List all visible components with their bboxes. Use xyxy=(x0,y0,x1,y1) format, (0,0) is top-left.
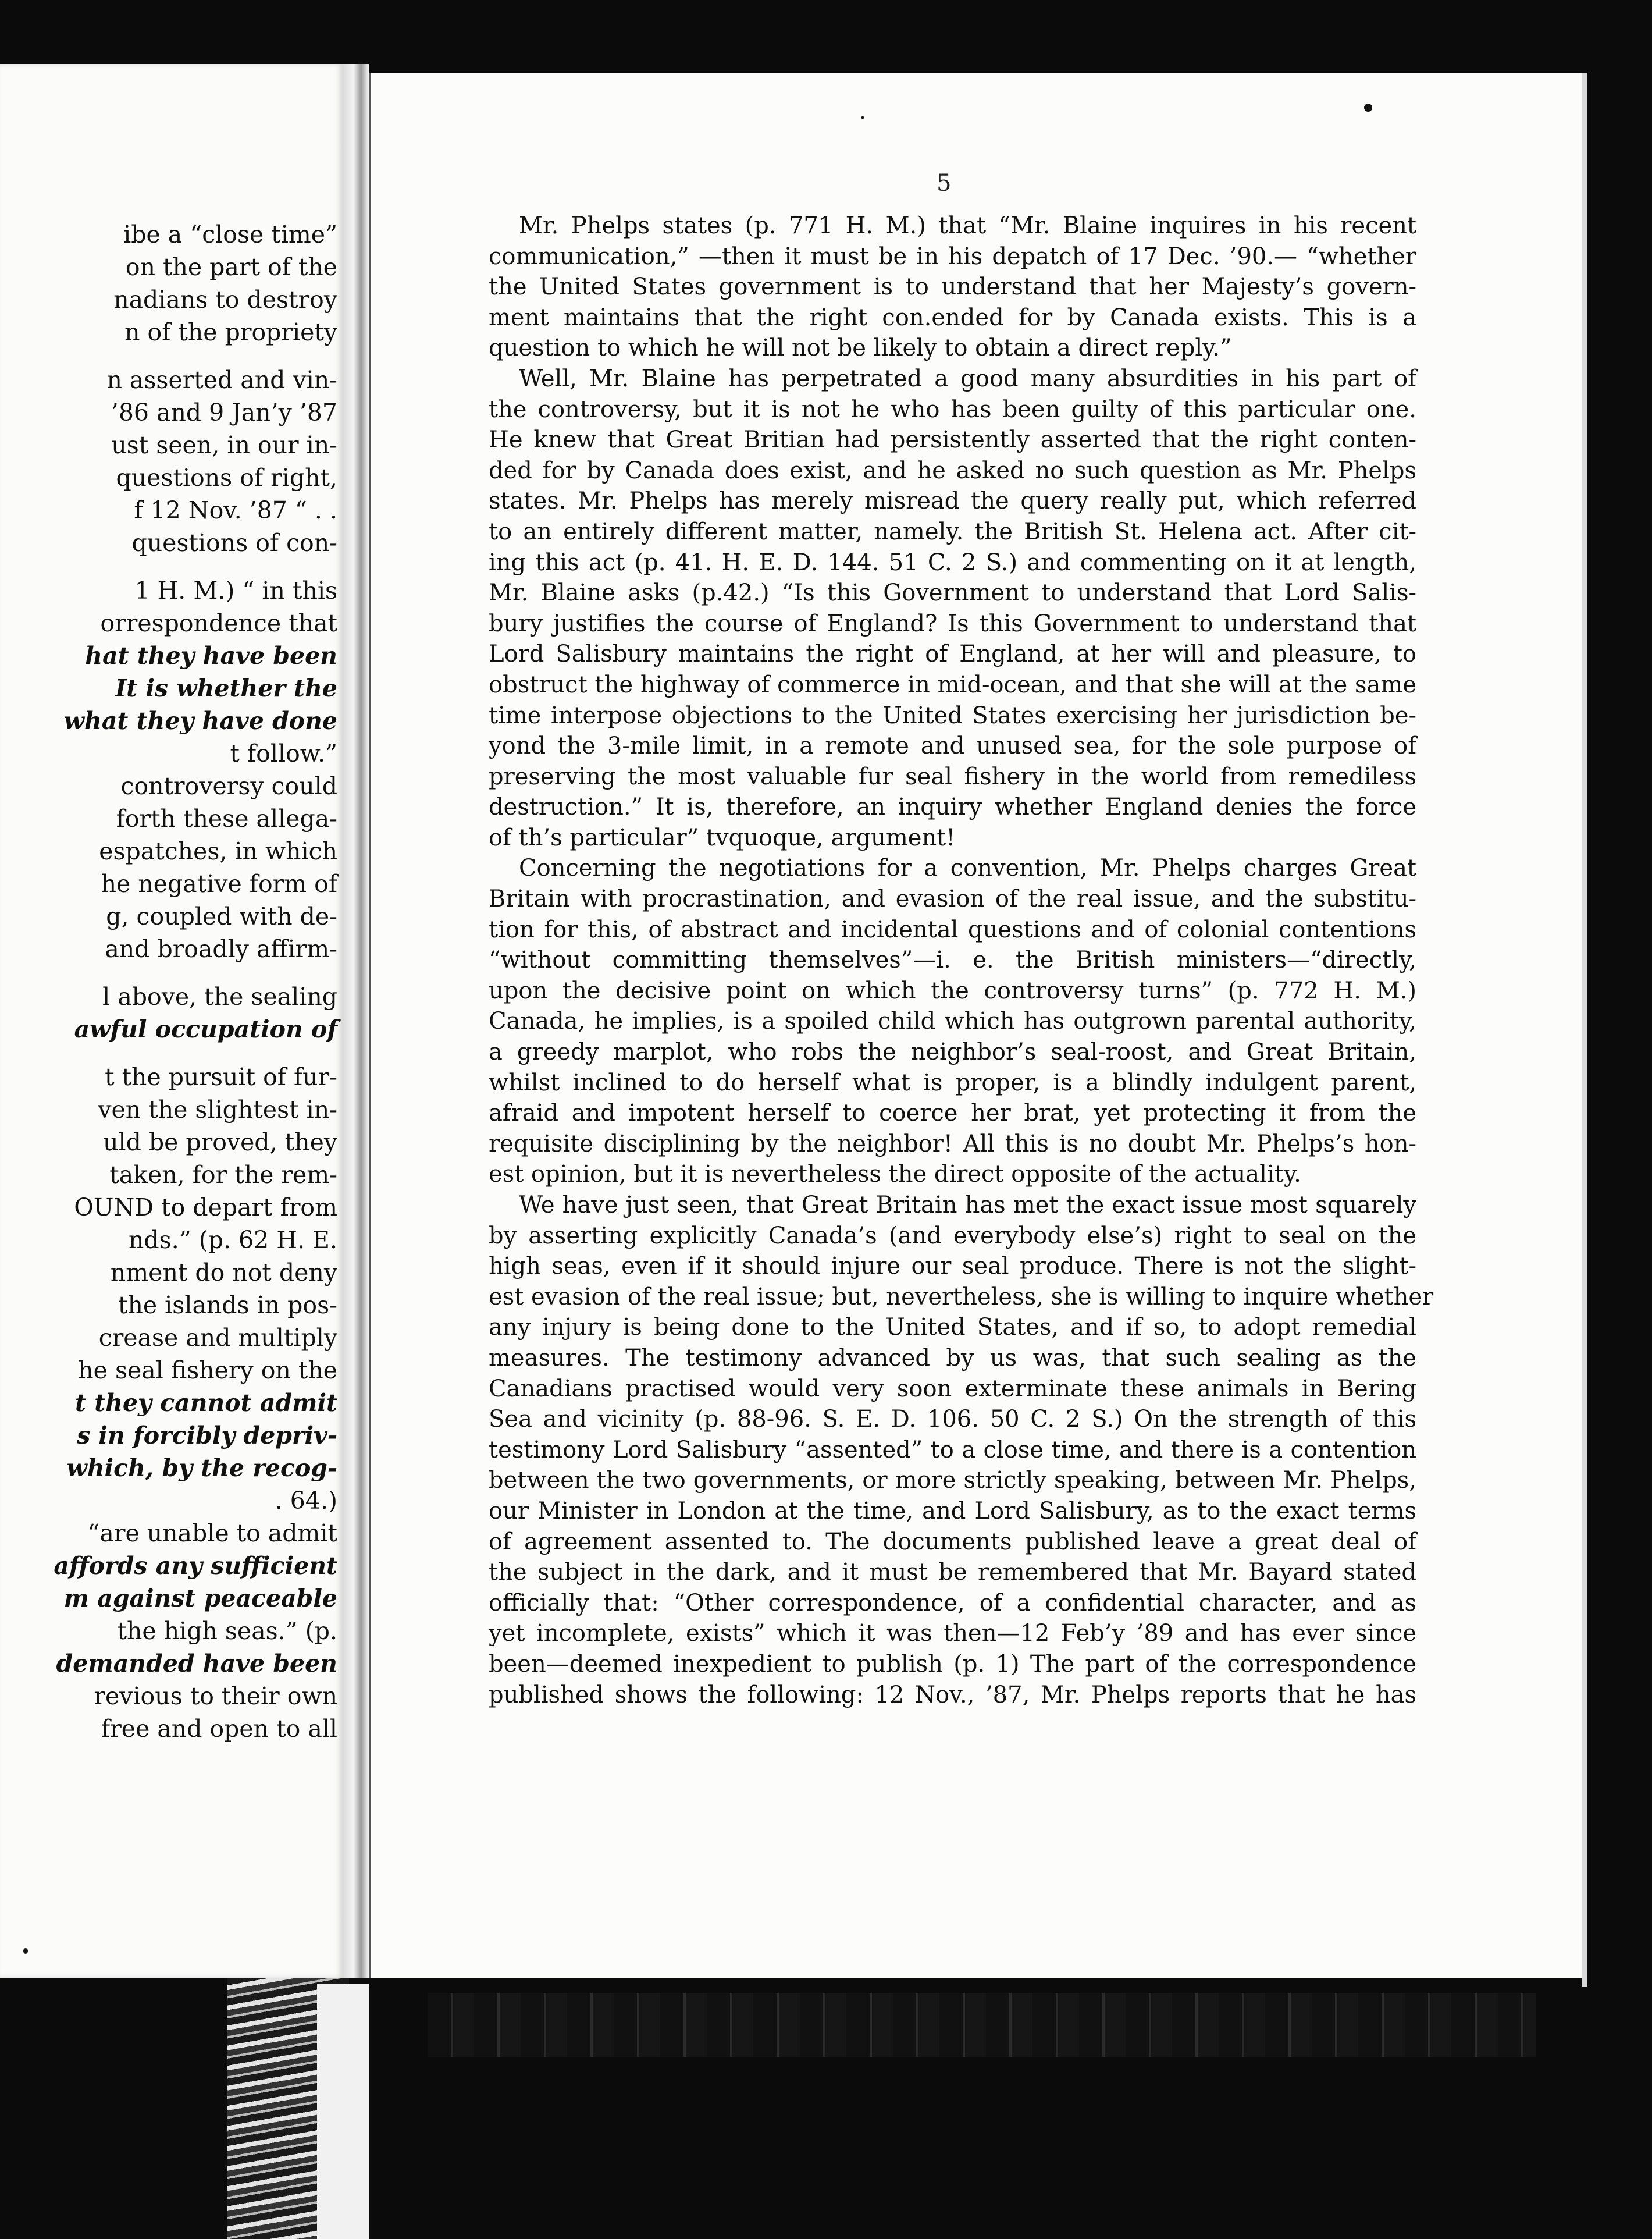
text-line: t follow.” xyxy=(230,740,337,767)
text-line: Sea and vicinity (p. 88-96. S. E. D. 106. 50 C. 2 S.) On the strength of this xyxy=(489,1406,1416,1433)
text-line: ust seen, in our in- xyxy=(111,431,337,459)
text-line: a greedy marplot, who robs the neighbor’s seal-roost, and Great Britain, xyxy=(489,1039,1416,1066)
text-line: published shows the following: 12 Nov., ’87, Mr. Phelps reports that he has xyxy=(489,1681,1416,1708)
text-line: Concerning the negotiations for a convention, Mr. Phelps charges Great xyxy=(519,855,1416,882)
text-line: states. Mr. Phelps has merely misread the query really put, which referred xyxy=(489,488,1416,515)
text-line: espatches, in which xyxy=(99,837,337,865)
text-line: Lord Salisbury maintains the right of England, at her will and pleasure, to xyxy=(489,641,1416,668)
text-line: testimony Lord Salisbury “assented” to a close time, and there is a contention xyxy=(489,1436,1416,1463)
text-line: Well, Mr. Blaine has perpetrated a good many absurdities in his part of xyxy=(519,365,1416,392)
text-line: “are unable to admit xyxy=(87,1519,337,1547)
text-line: forth these allega- xyxy=(116,805,337,833)
text-line: He knew that Great Britian had persistently asserted that the right conten- xyxy=(489,427,1416,454)
text-line: obstruct the highway of commerce in mid-ocean, and that she will at the same xyxy=(489,671,1416,698)
text-line: requisite disciplining by the neighbor! All this is no doubt Mr. Phelps’s hon- xyxy=(489,1130,1416,1157)
text-line: yond the 3-mile limit, in a remote and unused sea, for the sole purpose of xyxy=(489,733,1416,760)
text-line: s in forcibly depriv- xyxy=(77,1421,337,1449)
text-line: affords any sufficient xyxy=(54,1552,337,1580)
text-line: est evasion of the real issue; but, nevertheless, she is willing to inquire whether xyxy=(489,1283,1434,1310)
scan-bottom-margin xyxy=(428,1993,1536,2057)
text-line: controversy could xyxy=(120,772,337,800)
text-line: on the part of the xyxy=(125,253,337,281)
text-line: Britain with procrastination, and evasion of the real issue, and the substitu- xyxy=(489,886,1416,913)
text-line: the controversy, but it is not he who has been guilty of this particular one. xyxy=(489,396,1416,423)
text-line: ven the slightest in- xyxy=(98,1096,337,1124)
text-line: n asserted and vin- xyxy=(106,366,337,394)
text-line: the high seas.” (p. xyxy=(117,1617,337,1645)
text-line: preserving the most valuable fur seal fishery in the world from remediless xyxy=(489,763,1416,790)
text-line: communication,” —then it must be in his depatch of 17 Dec. ’90.— “whether xyxy=(489,243,1416,270)
text-line: by asserting explicitly Canada’s (and everybody else’s) right to seal on the xyxy=(489,1222,1416,1249)
text-line: ment maintains that the right con.ended for by Canada exists. This is a xyxy=(489,304,1416,331)
paragraph-gap xyxy=(0,349,337,364)
text-line: afraid and impotent herself to coerce her brat, yet protecting it from the xyxy=(489,1100,1416,1127)
text-line: between the two governments, or more strictly speaking, between Mr. Phelps, xyxy=(489,1467,1416,1494)
text-line: m against peaceable xyxy=(63,1584,337,1612)
text-line: upon the decisive point on which the controversy turns” (p. 772 H. M.) xyxy=(489,977,1416,1004)
right-page-text xyxy=(489,211,1434,1710)
text-line: hat they have been xyxy=(85,642,337,670)
text-line: question to which he will not be likely to obtain a direct reply.” xyxy=(489,335,1232,362)
ink-speck xyxy=(23,1948,28,1954)
ink-speck xyxy=(861,116,864,119)
text-line: ded for by Canada does exist, and he asked no such question as Mr. Phelps xyxy=(489,457,1416,484)
text-line: of agreement assented to. The documents published leave a great deal of xyxy=(489,1528,1416,1555)
text-line: We have just seen, that Great Britain has met the exact issue most squarely xyxy=(519,1192,1416,1218)
text-line: taken, for the rem- xyxy=(109,1161,337,1189)
text-line: he seal fishery on the xyxy=(78,1356,337,1384)
text-line: time interpose objections to the United States exercising her jurisdiction be- xyxy=(489,702,1416,729)
text-line: “without committing themselves”—i. e. the British ministers—“directly, xyxy=(489,947,1416,974)
text-line: t they cannot admit xyxy=(75,1389,337,1417)
text-line: bury justifies the course of England? Is this Government to understand that xyxy=(489,610,1416,637)
text-line: awful occupation of xyxy=(74,1015,337,1043)
text-line: he negative form of xyxy=(101,870,337,898)
paragraph-gap xyxy=(0,965,337,980)
text-line: demanded have been xyxy=(56,1650,337,1678)
text-line: It is whether the xyxy=(115,674,337,702)
text-line: to an entirely different matter, namely. the British St. Helena act. After cit- xyxy=(489,518,1416,545)
text-line: revious to their own xyxy=(94,1682,337,1710)
text-line: any injury is being done to the United States, and if so, to adopt remedial xyxy=(489,1314,1416,1341)
text-line: questions of right, xyxy=(116,464,337,492)
page-edge xyxy=(1582,73,1587,1987)
text-line: high seas, even if it should injure our seal produce. There is not the slight- xyxy=(489,1253,1416,1280)
text-line: what they have done xyxy=(63,707,337,735)
text-line: f 12 Nov. ’87 “ . . xyxy=(134,496,337,524)
text-line: destruction.” It is, therefore, an inquiry whether England denies the force xyxy=(489,794,1416,821)
text-line: nds.” (p. 62 H. E. xyxy=(128,1226,337,1254)
binding-tab xyxy=(317,1984,369,2239)
left-page xyxy=(0,64,343,1978)
text-line: ing this act (p. 41. H. E. D. 144. 51 C. 2 S.) and commenting on it at length, xyxy=(489,549,1416,576)
text-line: which, by the recog- xyxy=(66,1454,337,1482)
text-line: Canadians practised would very soon exterminate these animals in Bering xyxy=(489,1375,1416,1402)
text-line: and broadly affirm- xyxy=(105,935,337,963)
text-line: officially that: “Other correspondence, of a confidential character, and as xyxy=(489,1589,1416,1616)
text-line: the islands in pos- xyxy=(118,1291,337,1319)
text-line: measures. The testimony advanced by us was, that such sealing as the xyxy=(489,1344,1416,1371)
text-line: 1 H. M.) “ in this xyxy=(134,577,337,605)
paragraph-gap xyxy=(0,559,337,574)
text-line: g, coupled with de- xyxy=(106,902,337,930)
text-line: the subject in the dark, and it must be remembered that Mr. Bayard stated xyxy=(489,1559,1416,1586)
left-page-text xyxy=(0,218,343,1745)
book-gutter xyxy=(343,64,369,1978)
text-line: been—deemed inexpedient to publish (p. 1) The part of the correspondence xyxy=(489,1650,1416,1678)
text-line: t the pursuit of fur- xyxy=(105,1063,337,1091)
text-line: nment do not deny xyxy=(110,1259,337,1286)
paragraph-gap xyxy=(0,1046,337,1061)
ink-speck xyxy=(1364,104,1372,112)
text-line: crease and multiply xyxy=(98,1324,337,1352)
text-line: yet incomplete, exists” which it was then—12 Feb’y ’89 and has ever since xyxy=(489,1620,1416,1647)
text-line: orrespondence that xyxy=(100,609,337,637)
text-line: Mr. Blaine asks (p.42.) “Is this Government to understand that Lord Salis- xyxy=(489,580,1416,607)
text-line: tion for this, of abstract and incidental questions and of colonial contentions xyxy=(489,916,1416,943)
text-line: est opinion, but it is nevertheless the direct opposite of the actuality. xyxy=(489,1161,1301,1188)
text-line: . 64.) xyxy=(275,1487,337,1515)
text-line: OUND to depart from xyxy=(74,1193,337,1221)
text-line: Mr. Phelps states (p. 771 H. M.) that “Mr. Blaine inquires in his recent xyxy=(519,212,1416,239)
text-line: whilst inclined to do herself what is proper, is a blindly indulgent parent, xyxy=(489,1069,1416,1096)
text-line: ibe a “close time” xyxy=(123,221,337,248)
text-line: our Minister in London at the time, and Lord Salisbury, as to the exact terms xyxy=(489,1497,1416,1524)
text-line: nadians to destroy xyxy=(113,286,337,314)
text-line: questions of con- xyxy=(131,529,337,557)
text-line: n of the propriety xyxy=(124,318,337,346)
text-line: the United States government is to understand that her Majesty’s govern- xyxy=(489,273,1416,301)
text-line: l above, the sealing xyxy=(102,983,337,1011)
text-line: Canada, he implies, is a spoiled child which has outgrown parental authority, xyxy=(489,1008,1416,1035)
text-line: ’86 and 9 Jan’y ’87 xyxy=(111,399,337,427)
page-number: 5 xyxy=(937,170,952,197)
text-line: uld be proved, they xyxy=(103,1128,337,1156)
text-line: free and open to all xyxy=(101,1715,337,1743)
text-line: of th’s particular” tvquoque, argument! xyxy=(489,824,956,851)
